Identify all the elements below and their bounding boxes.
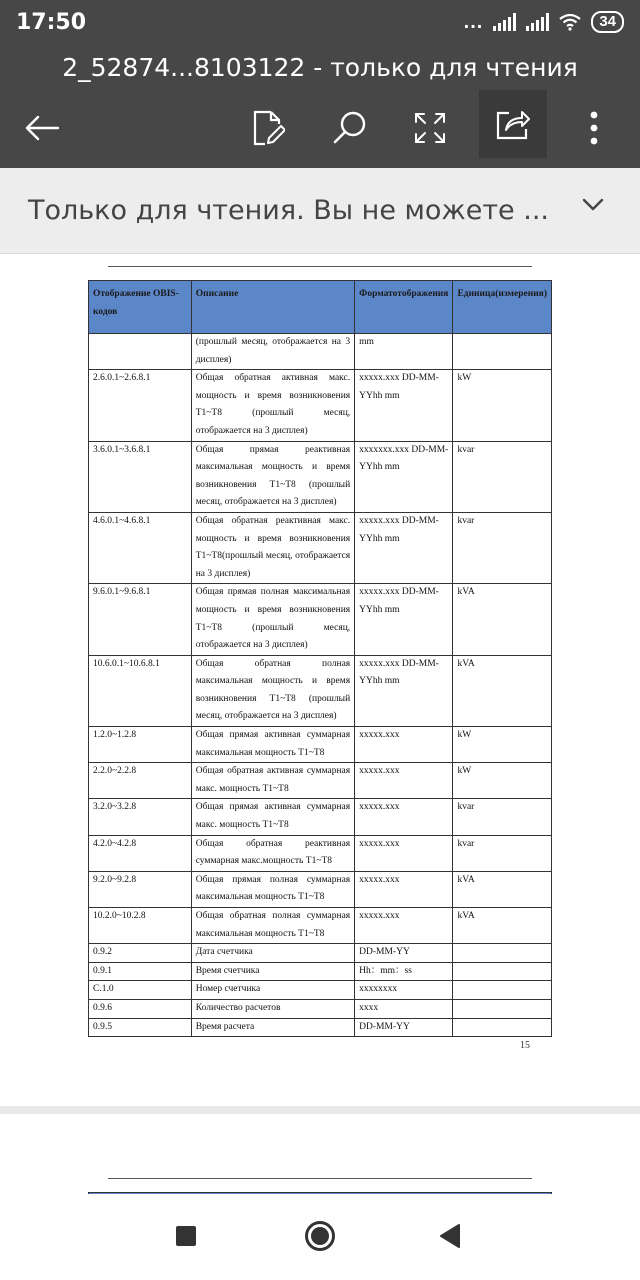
- back-triangle-icon: [439, 1224, 461, 1248]
- edit-document-icon: [251, 110, 285, 146]
- read-only-message: Только для чтения. Вы не можете ...: [28, 195, 550, 226]
- obis-code-cell: 0.9.2: [89, 944, 192, 963]
- fullscreen-button[interactable]: [400, 98, 460, 158]
- obis-code-cell: 0.9.5: [89, 1018, 192, 1037]
- format-cell: xxxxx.xxx: [355, 727, 453, 763]
- chevron-down-icon[interactable]: [582, 198, 604, 212]
- format-cell: DD-MM-YY: [355, 944, 453, 963]
- unit-cell: kvar: [453, 799, 552, 835]
- table-row: [89, 835, 552, 871]
- obis-code-cell: 2.2.0~2.2.8: [89, 763, 192, 799]
- format-cell: Hh：mm：ss: [355, 962, 453, 981]
- search-icon: [332, 110, 368, 146]
- header-description: Описание: [191, 281, 354, 334]
- description-cell: Общая обратная активная макс. мощность и время возникновения T1~T8 (прошлый месяц, отображается на 3 дисплея): [191, 370, 354, 441]
- unit-cell: kVA: [453, 871, 552, 907]
- table-row: [89, 334, 552, 370]
- description-cell: Общая обратная реактивная макс. мощность и время возникновения T1~T8(прошлый месяц, отображается на 3 дисплея): [191, 512, 354, 583]
- recents-button[interactable]: [166, 1216, 206, 1256]
- description-cell: Общая прямая реактивная максимальная мощность и время возникновения T1~T8 (прошлый месяц, отображается на 3 дисплея): [191, 441, 354, 512]
- unit-cell: kW: [453, 727, 552, 763]
- unit-cell: kVA: [453, 584, 552, 655]
- format-cell: DD-MM-YY: [355, 1018, 453, 1037]
- table-row: [89, 441, 552, 512]
- obis-code-cell: 2.6.0.1~2.6.8.1: [89, 370, 192, 441]
- page-number: 15: [520, 1040, 530, 1051]
- app-header: [0, 0, 640, 168]
- unit-cell: kvar: [453, 835, 552, 871]
- status-time: 17:50: [16, 9, 87, 35]
- table-row: [89, 655, 552, 726]
- unit-cell: [453, 962, 552, 981]
- obis-code-cell: 4.6.0.1~4.6.8.1: [89, 512, 192, 583]
- description-cell: Время расчета: [191, 1018, 354, 1037]
- header-format: Форматотображения: [355, 281, 453, 334]
- header-rule: [108, 266, 532, 267]
- unit-cell: kW: [453, 370, 552, 441]
- document-title: 2_52874...8103122 - только для чтения: [62, 53, 578, 82]
- notification-dots: ...: [463, 10, 484, 33]
- unit-cell: [453, 334, 552, 370]
- format-cell: xxxxx.xxx DD-MM-YYhh mm: [355, 584, 453, 655]
- next-header-rule: [108, 1178, 532, 1179]
- more-options-button[interactable]: [564, 98, 624, 158]
- back-button[interactable]: [12, 98, 72, 158]
- description-cell: Общая обратная активная суммарная макс. мощность T1~T8: [191, 763, 354, 799]
- unit-cell: kVA: [453, 655, 552, 726]
- obis-code-cell: 0.9.1: [89, 962, 192, 981]
- unit-cell: [453, 981, 552, 1000]
- obis-code-cell: 3.6.0.1~3.6.8.1: [89, 441, 192, 512]
- format-cell: xxxx: [355, 999, 453, 1018]
- home-circle-icon: [304, 1220, 336, 1252]
- table-row: [89, 584, 552, 655]
- table-row: [89, 871, 552, 907]
- obis-code-cell: 10.6.0.1~10.6.8.1: [89, 655, 192, 726]
- format-cell: xxxxx.xxx DD-MM-YYhh mm: [355, 370, 453, 441]
- unit-cell: kVA: [453, 908, 552, 944]
- edit-button[interactable]: [238, 98, 298, 158]
- description-cell: Общая обратная полная максимальная мощность и время возникновения T1~T8 (прошлый месяц, отображается на 3 дисплея): [191, 655, 354, 726]
- obis-code-cell: 10.2.0~10.2.8: [89, 908, 192, 944]
- obis-code-cell: 0.9.6: [89, 999, 192, 1018]
- table-row: [89, 512, 552, 583]
- recents-square-icon: [175, 1225, 197, 1247]
- format-cell: xxxxx.xxx: [355, 799, 453, 835]
- toolbar: [0, 92, 640, 168]
- description-cell: Общая прямая полная суммарная максимальная мощность T1~T8: [191, 871, 354, 907]
- obis-code-cell: 9.6.0.1~9.6.8.1: [89, 584, 192, 655]
- description-cell: Общая прямая активная суммарная макс. мощность T1~T8: [191, 799, 354, 835]
- obis-code-cell: 3.2.0~3.2.8: [89, 799, 192, 835]
- description-cell: Общая обратная реактивная суммарная макс.мощность T1~T8: [191, 835, 354, 871]
- more-vertical-icon: [589, 111, 599, 145]
- obis-code-cell: 4.2.0~4.2.8: [89, 835, 192, 871]
- table-row: [89, 763, 552, 799]
- back-nav-button[interactable]: [430, 1216, 470, 1256]
- obis-table: [88, 280, 552, 1037]
- signal-2-icon: [526, 13, 549, 31]
- format-cell: xxxxx.xxx: [355, 835, 453, 871]
- table-row: [89, 370, 552, 441]
- obis-code-cell: [89, 334, 192, 370]
- description-cell: Общая прямая активная суммарная максимальная мощность T1~T8: [191, 727, 354, 763]
- obis-code-cell: C.1.0: [89, 981, 192, 1000]
- navigation-bar: [0, 1194, 640, 1280]
- description-cell: Общая прямая полная максимальная мощность и время возникновения T1~T8 (прошлый месяц, отображается на 3 дисплея): [191, 584, 354, 655]
- description-cell: Общая обратная полная суммарная максимальная мощность T1~T8: [191, 908, 354, 944]
- format-cell: xxxxx.xxx DD-MM-YYhh mm: [355, 512, 453, 583]
- obis-code-cell: 1.2.0~1.2.8: [89, 727, 192, 763]
- table-row: [89, 999, 552, 1018]
- description-cell: Количество расчетов: [191, 999, 354, 1018]
- description-cell: Дата счетчика: [191, 944, 354, 963]
- table-row: [89, 944, 552, 963]
- battery-indicator: 34: [591, 11, 624, 33]
- table-body: [89, 334, 552, 1037]
- format-cell: xxxxx.xxx: [355, 908, 453, 944]
- table-row: [89, 981, 552, 1000]
- unit-cell: [453, 1018, 552, 1037]
- search-button[interactable]: [320, 98, 380, 158]
- format-cell: xxxxx.xxx: [355, 763, 453, 799]
- read-only-banner[interactable]: [0, 168, 640, 254]
- format-cell: xxxxx.xxx: [355, 871, 453, 907]
- table-row: [89, 799, 552, 835]
- unit-cell: [453, 944, 552, 963]
- format-cell: xxxxxxxx: [355, 981, 453, 1000]
- document-page[interactable]: [0, 254, 640, 1106]
- format-cell: xxxxx.xxx DD-MM-YYhh mm: [355, 655, 453, 726]
- back-arrow-icon: [24, 114, 60, 142]
- description-cell: (прошлый месяц, отображается на 3 дисплея): [191, 334, 354, 370]
- unit-cell: kvar: [453, 441, 552, 512]
- header-unit: Единица(измерения): [453, 281, 552, 334]
- unit-cell: kvar: [453, 512, 552, 583]
- fullscreen-icon: [414, 112, 446, 144]
- home-button[interactable]: [300, 1216, 340, 1256]
- wifi-icon: [559, 13, 581, 31]
- status-bar: [0, 0, 640, 44]
- description-cell: Время счетчика: [191, 962, 354, 981]
- obis-code-cell: 9.2.0~9.2.8: [89, 871, 192, 907]
- format-cell: mm: [355, 334, 453, 370]
- status-icons: [464, 11, 624, 34]
- table-row: [89, 962, 552, 981]
- header-obis: Отображение OBIS-кодов: [89, 281, 192, 334]
- format-cell: xxxxxxx.xxx DD-MM-YYhh mm: [355, 441, 453, 512]
- description-cell: Номер счетчика: [191, 981, 354, 1000]
- unit-cell: [453, 999, 552, 1018]
- table-row: [89, 727, 552, 763]
- table-row: [89, 1018, 552, 1037]
- signal-1-icon: [493, 13, 516, 31]
- share-icon: [495, 107, 531, 141]
- table-header-row: [89, 281, 552, 334]
- share-button[interactable]: [479, 90, 547, 158]
- unit-cell: kW: [453, 763, 552, 799]
- table-row: [89, 908, 552, 944]
